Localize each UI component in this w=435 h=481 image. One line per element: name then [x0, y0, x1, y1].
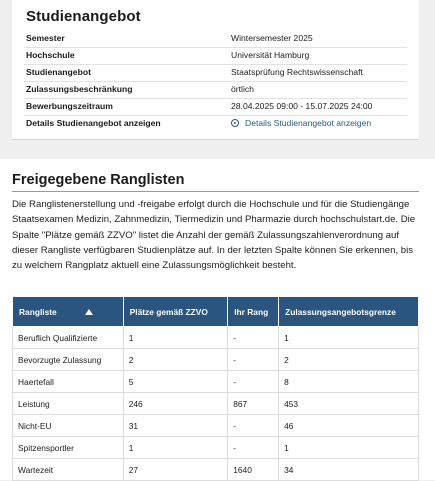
cell-rangliste: Spitzensportler: [13, 437, 124, 459]
info-row-studienangebot: [24, 64, 407, 82]
cell-plaetze: 5: [123, 371, 228, 393]
info-value: örtlich: [231, 84, 254, 94]
col-header-grenze[interactable]: [279, 297, 419, 327]
cell-grenze: 46: [279, 415, 419, 437]
info-row-zulassung: [24, 81, 407, 99]
cell-rangliste: Nicht-EU: [13, 415, 124, 437]
cell-rang: -: [228, 415, 279, 437]
col-header-label: Rangliste: [19, 306, 57, 317]
cell-grenze: 1: [279, 327, 419, 349]
cell-plaetze: 2: [123, 349, 228, 371]
study-info-card: [12, 0, 419, 140]
info-value: Universität Hamburg: [231, 50, 310, 60]
col-header-plaetze[interactable]: [123, 297, 228, 327]
col-header-label: Zulassungsangebotsgrenze: [285, 306, 396, 317]
cell-rangliste: Haertefall: [13, 371, 124, 393]
table-header-row: [13, 297, 419, 327]
info-row-hochschule: [24, 47, 407, 65]
cell-grenze: 8: [279, 371, 419, 393]
cell-rang: 1640: [228, 459, 279, 481]
info-label: Studienangebot: [26, 67, 91, 77]
info-row-details: [24, 115, 407, 132]
cell-plaetze: 1: [123, 437, 228, 459]
cell-rang: 867: [228, 393, 279, 415]
cell-plaetze: 246: [123, 393, 228, 415]
info-label: Semester: [26, 33, 65, 43]
table-row: [13, 327, 419, 349]
cell-grenze: 34: [279, 459, 419, 481]
table-row: [13, 371, 419, 393]
cell-plaetze: 31: [123, 415, 228, 437]
table-row: [13, 349, 419, 371]
cell-rang: -: [228, 349, 279, 371]
details-link-label: Details Studienangebot anzeigen: [245, 118, 372, 128]
heading-divider: [12, 191, 419, 192]
cell-rangliste: Beruflich Qualifizierte: [13, 327, 124, 349]
col-header-label: Ihr Rang: [234, 306, 269, 317]
cell-rangliste: Bevorzugte Zulassung: [13, 349, 124, 371]
cell-rang: -: [228, 327, 279, 349]
cell-rang: -: [228, 371, 279, 393]
info-row-bewerbungszeitraum: [24, 98, 407, 116]
info-value: Staatsprüfung Rechtswissenschaft: [231, 67, 363, 77]
sort-up-icon: [85, 309, 93, 315]
cell-grenze: 1: [279, 437, 419, 459]
table-row: [13, 437, 419, 459]
play-circle-icon: [231, 119, 239, 127]
info-label: Bewerbungszeitraum: [26, 101, 113, 111]
cell-rang: -: [228, 437, 279, 459]
info-value: 28.04.2025 09:00 - 15.07.2025 24:00: [231, 101, 373, 111]
col-header-rang[interactable]: [228, 297, 279, 327]
cell-grenze: 453: [279, 393, 419, 415]
info-label: Details Studienangebot anzeigen: [26, 118, 161, 128]
cell-plaetze: 27: [123, 459, 228, 481]
ranklists-card: [0, 159, 435, 480]
cell-grenze: 2: [279, 349, 419, 371]
table-row: [13, 415, 419, 437]
cell-rangliste: Wartezeit: [13, 459, 124, 481]
study-info-title: Studienangebot: [26, 8, 141, 25]
info-value: Wintersemester 2025: [231, 33, 313, 43]
ranklists-table: [12, 296, 419, 481]
table-row: [13, 459, 419, 481]
info-row-semester: [24, 30, 407, 48]
ranklists-heading: Freigegebene Ranglisten: [12, 172, 185, 188]
ranklists-description: Die Ranglistenerstellung und -freigabe erfolgt durch die Hochschule und für die Studiengänge Staatsexamen Medizin, Zahnmedizin, Tiermedizin und Pharmazie durch hochschulstart.de. Die Spalte "Plätze gemäß ZZVO" listet die Anzahl der gemäß Zulassungszahlenverordnung auf dieser Rangliste verfügbaren Studienplätze auf. In der letzten Spalte können Sie erkennen, bis zu welchem Rangplatz aktuell eine Zulassungsmöglichkeit besteht.: [12, 199, 416, 272]
info-label: Hochschule: [26, 50, 75, 60]
details-link[interactable]: [231, 118, 371, 128]
col-header-label: Plätze gemäß ZZVO: [129, 306, 208, 317]
cell-rangliste: Leistung: [13, 393, 124, 415]
col-header-rangliste[interactable]: [13, 297, 124, 327]
info-label: Zulassungsbeschränkung: [26, 84, 133, 94]
table-row: [13, 393, 419, 415]
cell-plaetze: 1: [123, 327, 228, 349]
